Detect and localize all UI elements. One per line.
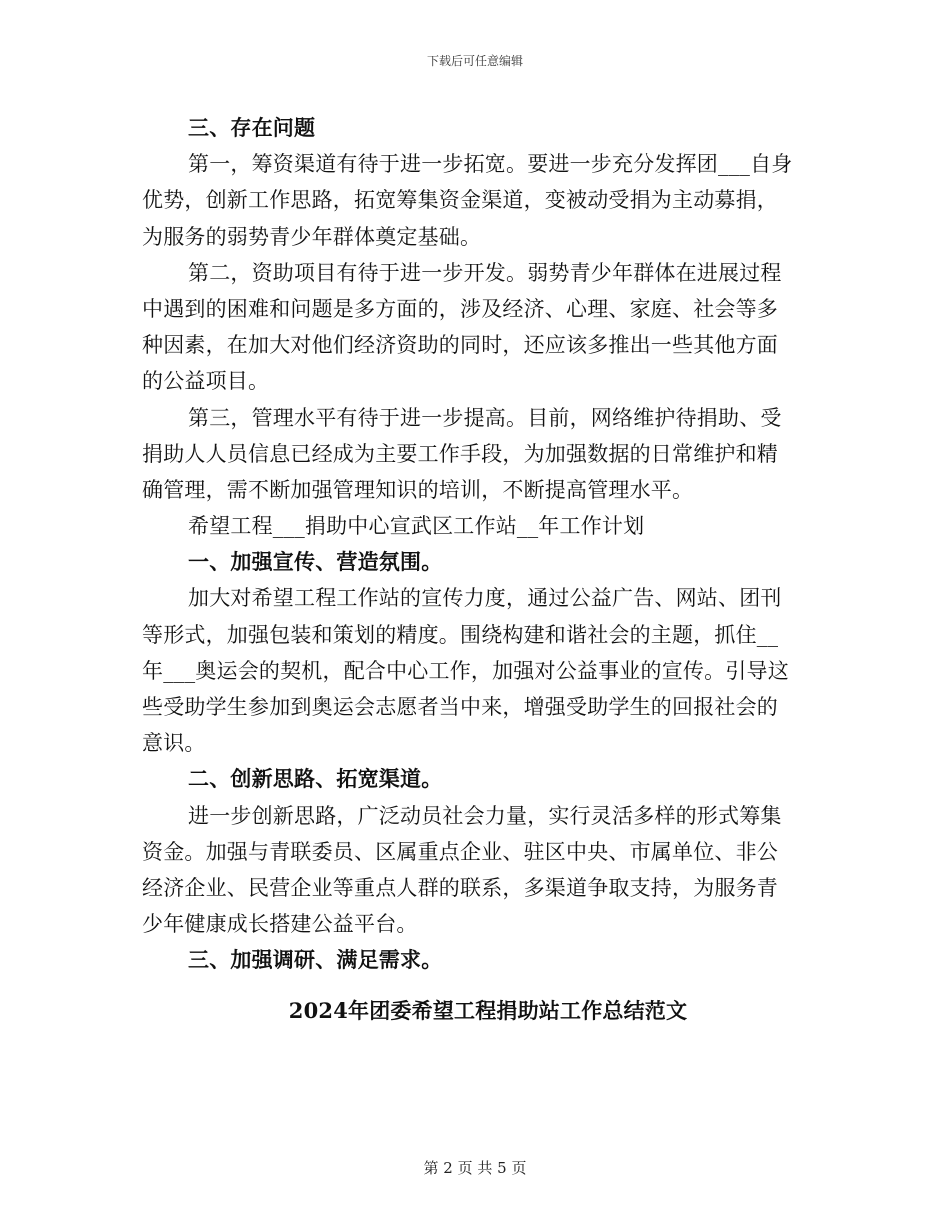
text-line: 为服务的弱势青少年群体奠定基础。 — [142, 224, 482, 249]
page-number: 第 2 页 共 5 页 — [423, 1159, 527, 1177]
text-line: 进一步创新思路，广泛动员社会力量，实行灵活多样的形式筹集 — [188, 803, 782, 828]
text-line: 经济企业、民营企业等重点人群的联系，多渠道争取支持，为服务青 — [142, 875, 778, 900]
text-line: 第二，资助项目有待于进一步开发。弱势青少年群体在进展过程 — [188, 260, 782, 285]
text-line: 第三，管理水平有待于进一步提高。目前，网络维护待捐助、受 — [188, 405, 782, 430]
text-line: 捐助人人员信息已经成为主要工作手段，为加强数据的日常维护和精 — [142, 441, 778, 466]
section-heading-problems: 三、存在问题 — [188, 115, 316, 140]
page-header: 下载后可任意编辑 — [426, 54, 523, 68]
text-line: 年___奥运会的契机，配合中心工作，加强对公益事业的宣传。引导这 — [142, 658, 789, 683]
text-line: 资金。加强与青联委员、区属重点企业、驻区中央、市属单位、非公 — [142, 839, 778, 864]
plan-title: 希望工程___捐助中心宣武区工作站__年工作计划 — [188, 514, 645, 539]
plan-heading-2: 二、创新思路、拓宽渠道。 — [188, 766, 443, 792]
plan-heading-3: 三、加强调研、满足需求。 — [188, 947, 443, 973]
text-line: 中遇到的困难和问题是多方面的，涉及经济、心理、家庭、社会等多 — [142, 296, 778, 321]
paragraph-plan-2 — [142, 798, 808, 943]
text-line: 的公益项目。 — [142, 369, 270, 394]
text-line: 少年健康成长搭建公益平台。 — [142, 912, 418, 937]
document-title: 2024年团委希望工程捐助站工作总结范文 — [288, 997, 688, 1023]
paragraph-plan-1 — [142, 580, 808, 761]
document-body — [142, 110, 808, 1029]
text-line: 第一，筹资渠道有待于进一步拓宽。要进一步充分发挥团___自身 — [188, 152, 793, 177]
paragraph-problem-1 — [142, 146, 808, 255]
text-line: 意识。 — [142, 731, 206, 756]
plan-heading-1: 一、加强宣传、营造氛围。 — [188, 549, 443, 575]
text-line: 确管理，需不断加强管理知识的培训，不断提高管理水平。 — [142, 477, 694, 502]
text-line: 优势，创新工作思路，拓宽筹集资金渠道，变被动受捐为主动募捐， — [142, 188, 778, 213]
paragraph-problem-2 — [142, 255, 808, 400]
text-line: 种因素，在加大对他们经济资助的同时，还应该多推出一些其他方面 — [142, 333, 778, 358]
text-line: 加大对希望工程工作站的宣传力度，通过公益广告、网站、团刊 — [188, 586, 782, 611]
text-line: 些受助学生参加到奥运会志愿者当中来，增强受助学生的回报社会的 — [142, 695, 778, 719]
paragraph-problem-3 — [142, 400, 808, 509]
text-line: 等形式，加强包装和策划的精度。围绕构建和谐社会的主题，抓住__ — [142, 622, 779, 647]
